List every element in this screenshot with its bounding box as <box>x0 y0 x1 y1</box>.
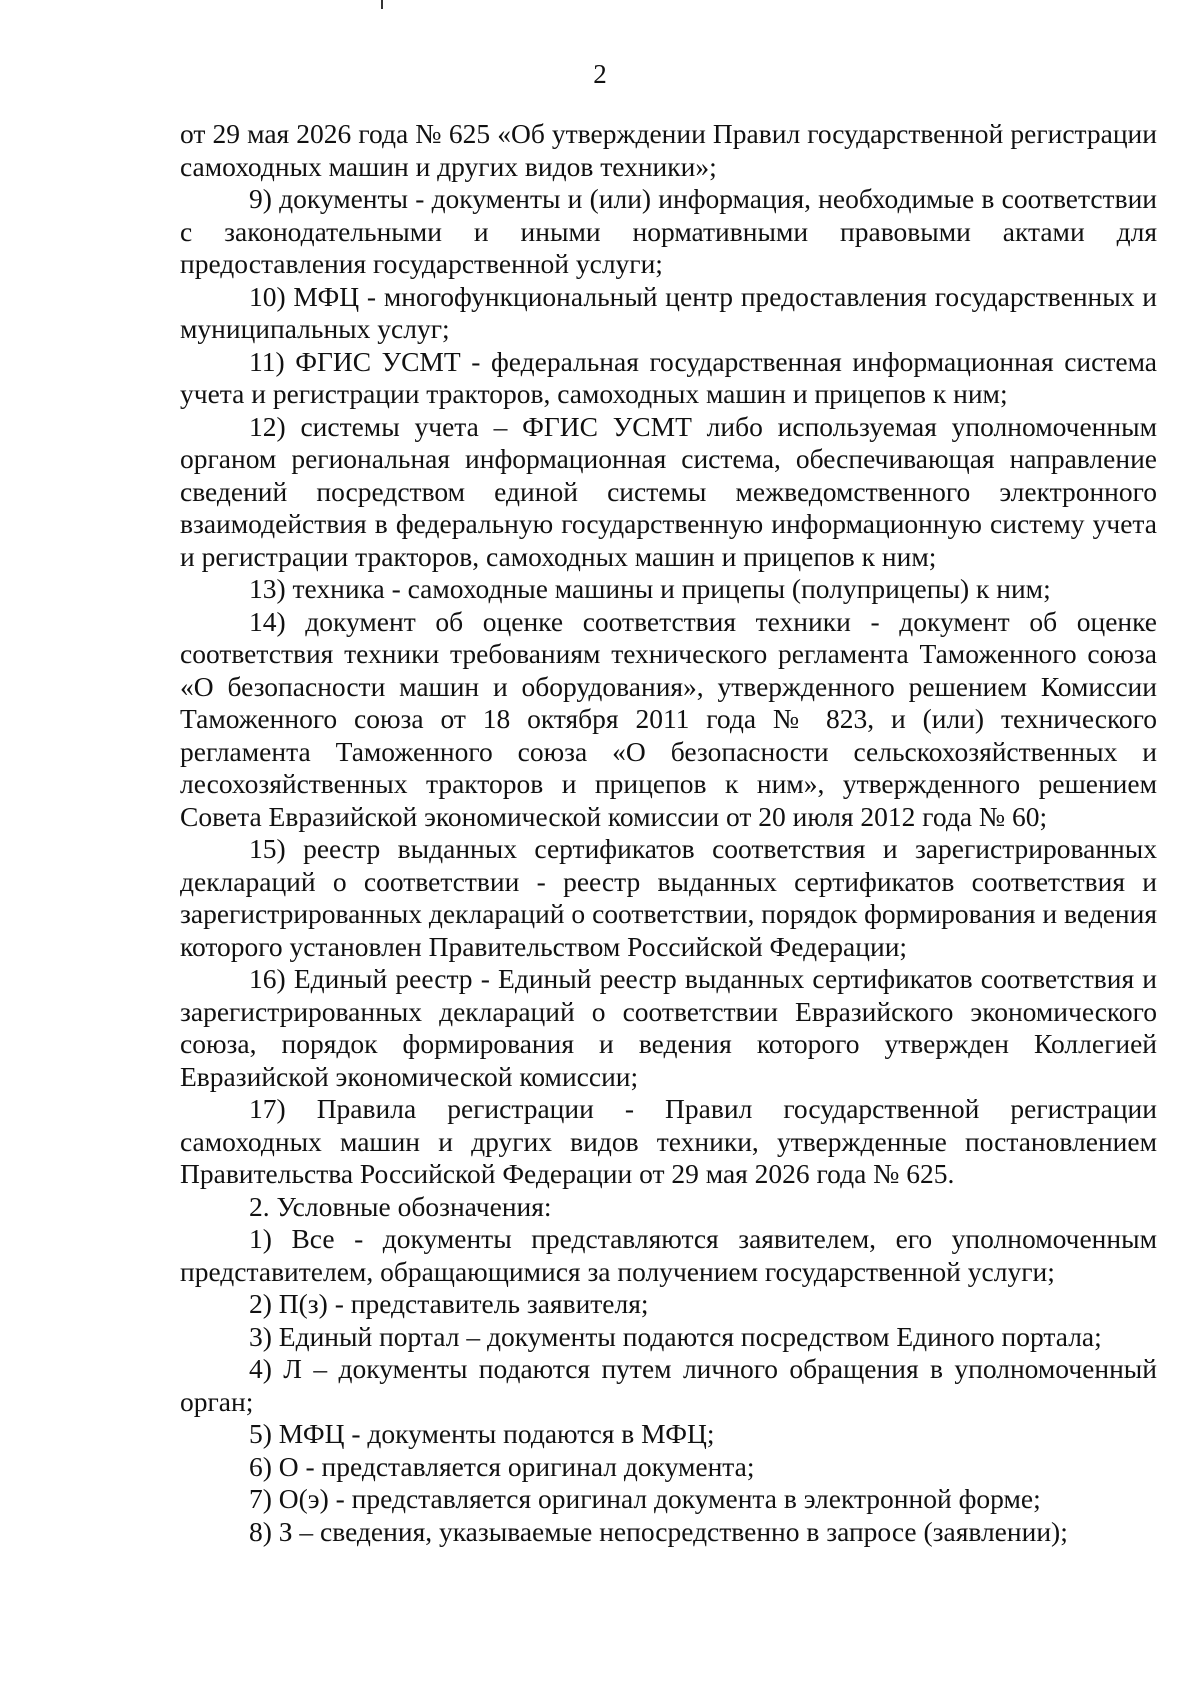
paragraph: 16) Единый реестр - Единый реестр выданных сертификатов соответствия и зарегистрированных деклараций о соответствии Евразийского экономического союза, порядок формирования и ведения которого утвержден Коллегией Евразийской экономической комиссии; <box>180 963 1157 1092</box>
paragraph: 7) О(э) - представляется оригинал документа в электронной форме; <box>249 1483 1041 1514</box>
paragraph: 4) Л – документы подаются путем личного обращения в уполномоченный орган; <box>180 1353 1157 1417</box>
page-number: 2 <box>593 59 607 89</box>
paragraph: 3) Единый портал – документы подаются посредством Единого портала; <box>249 1320 1102 1352</box>
paragraph: 1) Все - документы представляются заявителем, его уполномоченным представителем, обращающимися за получением государственной услуги; <box>180 1223 1157 1287</box>
scan-mark <box>381 0 383 9</box>
paragraph: 15) реестр выданных сертификатов соответствия и зарегистрированных деклараций о соответствии - реестр выданных сертификатов соответствия и зарегистрированных деклараций о соответствии, порядок формирования и ведения которого установлен Правительством Российской Федерации; <box>180 833 1157 962</box>
paragraph: 12) системы учета – ФГИС УСМТ либо используемая уполномоченным органом региональная информационная система, обеспечивающая направление сведений посредством единой системы межведомственного электронного взаимодействия в федеральную государственную информационную систему учета и регистрации тракторов, самоходных машин и прицепов к ним; <box>180 410 1157 572</box>
paragraph: 10) МФЦ - многофункциональный центр предоставления государственных и муниципальных услуг; <box>180 280 1157 344</box>
paragraph: 11) ФГИС УСМТ - федеральная государственная информационная система учета и регистрации тракторов, самоходных машин и прицепов к ним; <box>180 345 1157 409</box>
section-heading: 2. Условные обозначения: <box>249 1190 552 1222</box>
paragraph: 17) Правила регистрации - Правил государственной регистрации самоходных машин и других видов техники, утвержденные постановлением Правительства Российской Федерации от 29 мая 2026 года № 625. <box>180 1093 1157 1189</box>
paragraph: 8) З – сведения, указываемые непосредственно в запросе (заявлении); <box>249 1515 1068 1547</box>
paragraph: 5) МФЦ - документы подаются в МФЦ; <box>249 1418 715 1449</box>
paragraph: 6) О - представляется оригинал документа; <box>249 1450 755 1482</box>
paragraph: 13) техника - самоходные машины и прицепы (полуприцепы) к ним; <box>249 573 1051 604</box>
document-body <box>180 118 1157 1548</box>
paragraph: 9) документы - документы и (или) информация, необходимые в соответствии с законодательными и иными нормативными правовыми актами для предоставления государственной услуги; <box>180 183 1157 279</box>
paragraph: 14) документ об оценке соответствия техники - документ об оценке соответствия техники требованиям технического регламента Таможенного союза «О безопасности машин и оборудования», утвержденного решением Комиссии Таможенного союза от 18 октября 2011 года № 823, и (или) технического регламента Таможенного союза «О безопасности сельскохозяйственных и лесохозяйственных тракторов и прицепов к ним», утвержденного решением Совета Евразийской экономической комиссии от 20 июля 2012 года № 60; <box>180 605 1157 832</box>
paragraph: от 29 мая 2026 года № 625 «Об утверждении Правил государственной регистрации самоходных машин и других видов техники»; <box>180 118 1157 182</box>
paragraph: 2) П(з) - представитель заявителя; <box>249 1288 649 1319</box>
